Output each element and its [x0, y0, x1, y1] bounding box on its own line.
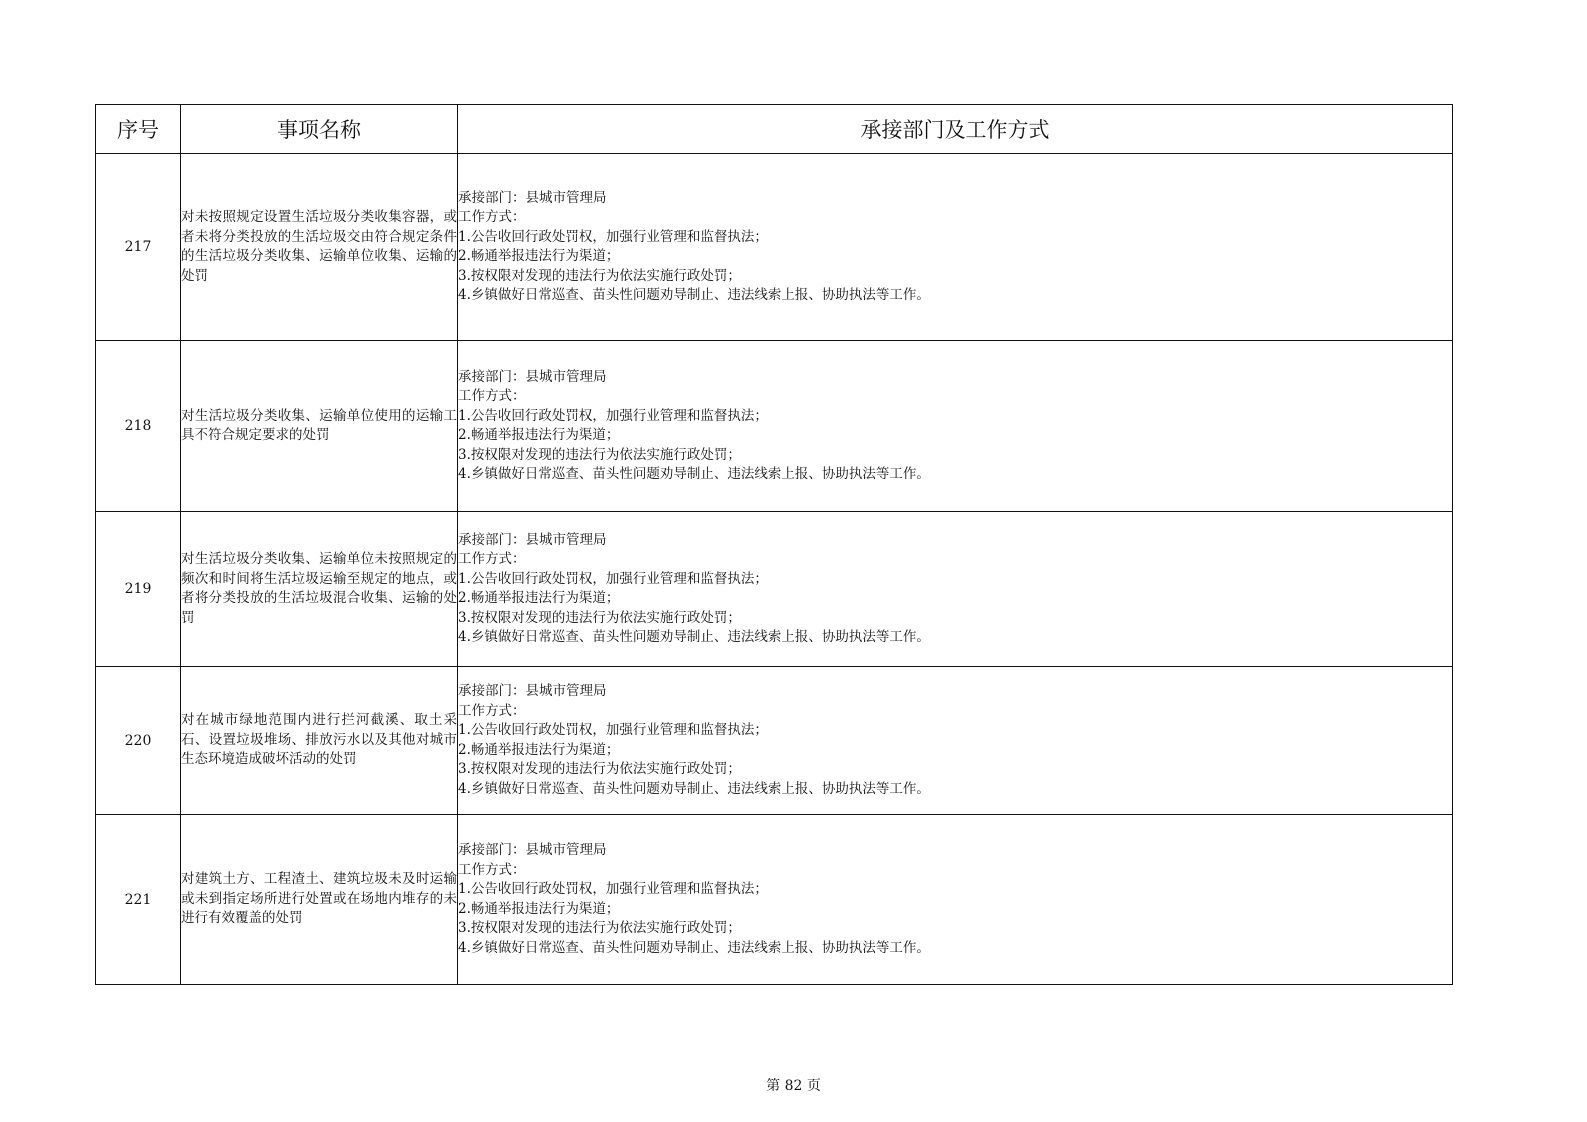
method-label: 工作方式： — [458, 209, 526, 225]
method-item: 4.乡镇做好日常巡查、苗头性问题劝导制止、违法线索上报、协助执法等工作。 — [458, 466, 930, 482]
method-item: 2.畅通举报违法行为渠道； — [458, 900, 620, 917]
method-label: 工作方式： — [458, 551, 526, 567]
dept-line: 承接部门：县城市管理局 — [458, 531, 607, 548]
method-item: 4.乡镇做好日常巡查、苗头性问题劝导制止、违法线索上报、协助执法等工作。 — [458, 939, 930, 956]
row-item-name: 对建筑土方、工程渣土、建筑垃圾未及时运输或未到指定场所进行处置或在场地内堆存的未进行有效覆盖的处罚 — [181, 815, 458, 985]
row-seq: 221 — [96, 815, 181, 985]
row-item-name: 对在城市绿地范围内进行拦河截溪、取土采石、设置垃圾堆场、排放污水以及其他对城市生态环境造成破坏活动的处罚 — [181, 667, 458, 815]
row-seq: 220 — [96, 667, 181, 815]
method-item: 1.公告收回行政处罚权，加强行业管理和监督执法； — [458, 570, 768, 587]
page-number: 第 82 页 — [766, 1078, 821, 1094]
matters-table — [95, 104, 1453, 985]
header-seq: 序号 — [96, 105, 181, 154]
method-item: 4.乡镇做好日常巡查、苗头性问题劝导制止、违法线索上报、协助执法等工作。 — [458, 629, 930, 645]
method-item: 3.按权限对发现的违法行为依法实施行政处罚； — [458, 267, 741, 284]
method-item: 1.公告收回行政处罚权，加强行业管理和监督执法； — [458, 228, 768, 245]
method-item: 2.畅通举报违法行为渠道； — [458, 248, 620, 264]
row-seq: 218 — [96, 341, 181, 512]
dept-line: 承接部门：县城市管理局 — [458, 189, 607, 206]
row-item-name: 对未按照规定设置生活垃圾分类收集容器，或者未将分类投放的生活垃圾交由符合规定条件的生活垃圾分类收集、运输单位收集、运输的处罚 — [181, 154, 458, 341]
table-row — [96, 341, 1453, 512]
dept-line: 承接部门：县城市管理局 — [458, 368, 607, 385]
dept-line: 承接部门：县城市管理局 — [458, 683, 607, 699]
method-label: 工作方式： — [458, 388, 526, 404]
method-item: 1.公告收回行政处罚权，加强行业管理和监督执法； — [458, 407, 768, 424]
table-row — [96, 815, 1453, 985]
row-seq: 219 — [96, 512, 181, 667]
method-item: 3.按权限对发现的违法行为依法实施行政处罚； — [458, 446, 741, 463]
table-row — [96, 512, 1453, 667]
method-item: 1.公告收回行政处罚权，加强行业管理和监督执法； — [458, 722, 768, 738]
method-item: 2.畅通举报违法行为渠道； — [458, 427, 620, 443]
row-seq: 217 — [96, 154, 181, 341]
table-row — [96, 154, 1453, 341]
row-dept-method — [458, 667, 1453, 815]
row-item-name: 对生活垃圾分类收集、运输单位使用的运输工具不符合规定要求的处罚 — [181, 341, 458, 512]
method-label: 工作方式： — [458, 702, 526, 719]
row-dept-method — [458, 512, 1453, 667]
row-dept-method — [458, 154, 1453, 341]
method-item: 1.公告收回行政处罚权，加强行业管理和监督执法； — [458, 881, 768, 897]
method-item: 3.按权限对发现的违法行为依法实施行政处罚； — [458, 609, 741, 626]
header-item-name: 事项名称 — [181, 105, 458, 154]
dept-line: 承接部门：县城市管理局 — [458, 842, 607, 858]
method-item: 3.按权限对发现的违法行为依法实施行政处罚； — [458, 920, 741, 936]
row-dept-method — [458, 341, 1453, 512]
row-dept-method — [458, 815, 1453, 985]
method-item: 4.乡镇做好日常巡查、苗头性问题劝导制止、违法线索上报、协助执法等工作。 — [458, 287, 930, 303]
method-label: 工作方式： — [458, 861, 526, 878]
method-item: 4.乡镇做好日常巡查、苗头性问题劝导制止、违法线索上报、协助执法等工作。 — [458, 780, 930, 797]
method-item: 3.按权限对发现的违法行为依法实施行政处罚； — [458, 761, 741, 777]
header-dept-method: 承接部门及工作方式 — [458, 105, 1453, 154]
header-row — [96, 105, 1453, 154]
method-item: 2.畅通举报违法行为渠道； — [458, 741, 620, 758]
row-item-name: 对生活垃圾分类收集、运输单位未按照规定的频次和时间将生活垃圾运输至规定的地点，或者将分类投放的生活垃圾混合收集、运输的处罚 — [181, 512, 458, 667]
method-item: 2.畅通举报违法行为渠道； — [458, 590, 620, 606]
table-row — [96, 667, 1453, 815]
